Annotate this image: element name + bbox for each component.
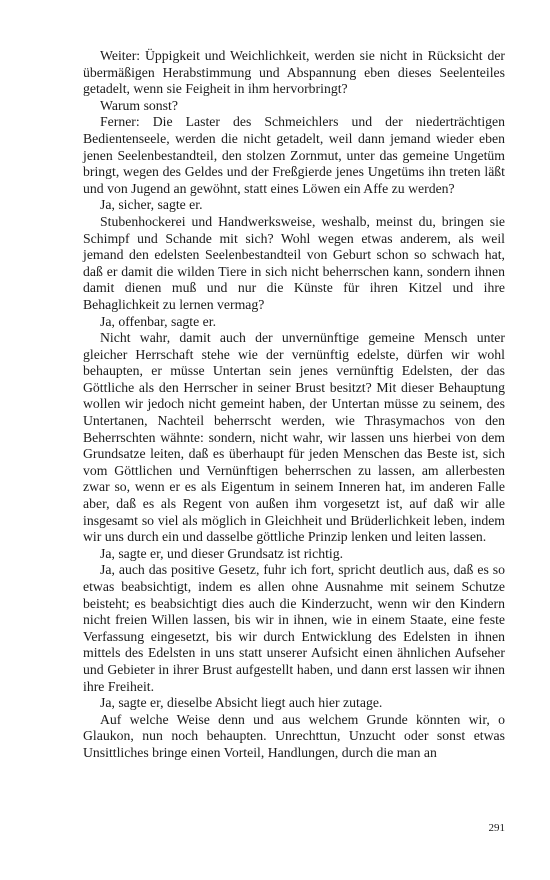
paragraph: Stubenhockerei und Handwerksweise, weshalb, meinst du, bringen sie Schimpf und Schande mit sich? Wohl wegen etwas anderem, als weil jemand den edelsten Seelenbestandteil von Geburt schon so schwach hat, daß er damit die wilden Tiere in sich nicht beherrschen kann, sondern ihnen damit dienen muß und nur die Künste für ihren Kitzel und ihre Behaglichkeit zu lernen vermag? [83,213,505,312]
page-number: 291 [488,822,505,834]
paragraph: Ja, auch das positive Gesetz, fuhr ich fort, spricht deutlich aus, daß es so etwas beabsichtigt, indem es allen ohne Ausnahme mit seinem Schutze beisteht; es beabsichtigt dies auch die Kinderzucht, wenn wir den Kindern nicht freien Willen lassen, bis wir in ihnen, wie in einem Staate, eine feste Verfassung eingesetzt, bis wir durch Entwicklung des Edelsten in ihnen mittels des Edelsten in uns statt unserer Aufsicht einen ähnlichen Aufseher und Gebieter in ihrer Brust aufgestellt haben, und dann erst lassen wir ihnen ihre Freiheit. [83,562,505,694]
paragraph: Weiter: Üppigkeit und Weichlichkeit, werden sie nicht in Rücksicht der übermäßigen Herabstimmung und Abspannung eben dieses Seelenteiles getadelt, wenn sie Feigheit in ihm hervorbringt? [83,48,505,97]
paragraph: Warum sonst? [100,97,178,113]
paragraph: Ferner: Die Laster des Schmeichlers und der niederträchtigen Bedientenseele, werden die nicht getadelt, weil dann jemand wieder eben jenen Seelenbestandteil, den stolzen Zornmut, unter das gemeine Ungetüm bringt, wegen des Geldes und der Freßgierde jenes Ungetüms ihn treten läßt und von Jugend an gewöhnt, statt eines Löwen ein Affe zu werden? [83,114,505,196]
page-body [83,48,505,762]
paragraph: Ja, sicher, sagte er. [100,197,203,213]
paragraph: Ja, offenbar, sagte er. [100,313,217,329]
paragraph: Nicht wahr, damit auch der unvernünftige gemeine Mensch unter gleicher Herrschaft stehe wie der vernünftig edelste, dürfen wir wohl behaupten, er müsse Untertan sein jenes vernünftig Edelsten, der das Göttliche als den Herrscher in seiner Brust besitzt? Mit dieser Behauptung wollen wir jedoch nicht gemeint haben, der Untertan müsse zu seinem, des Untertanen, Nachteil beherrscht werden, wie Thrasymachos von den Beherrschten wähnte: sondern, nicht wahr, wir lassen uns hierbei von dem Grundsatze leiten, daß es überhaupt für jeden Menschen das Beste ist, sich vom Göttlichen und Vernünftigen beherrschen zu lassen, am allerbesten zwar so, wenn er es als Eigentum in seinem Inneren hat, im anderen Falle aber, daß es als Regent von außen ihm vorgesetzt ist, auf daß wir alle insgesamt so viel als möglich in Gleichheit und Brüderlichkeit leben, indem wir uns durch ein und dasselbe göttliche Prinzip lenken und leiten lassen. [83,330,505,545]
paragraph: Auf welche Weise denn und aus welchem Grunde könnten wir, o Glaukon, nun noch behaupten. Unrechttun, Unzucht oder sonst etwas Unsittliches bringe einen Vorteil, Handlungen, durch die man an [83,711,505,760]
paragraph: Ja, sagte er, dieselbe Absicht liegt auch hier zutage. [100,695,383,711]
paragraph: Ja, sagte er, und dieser Grundsatz ist richtig. [100,545,344,561]
